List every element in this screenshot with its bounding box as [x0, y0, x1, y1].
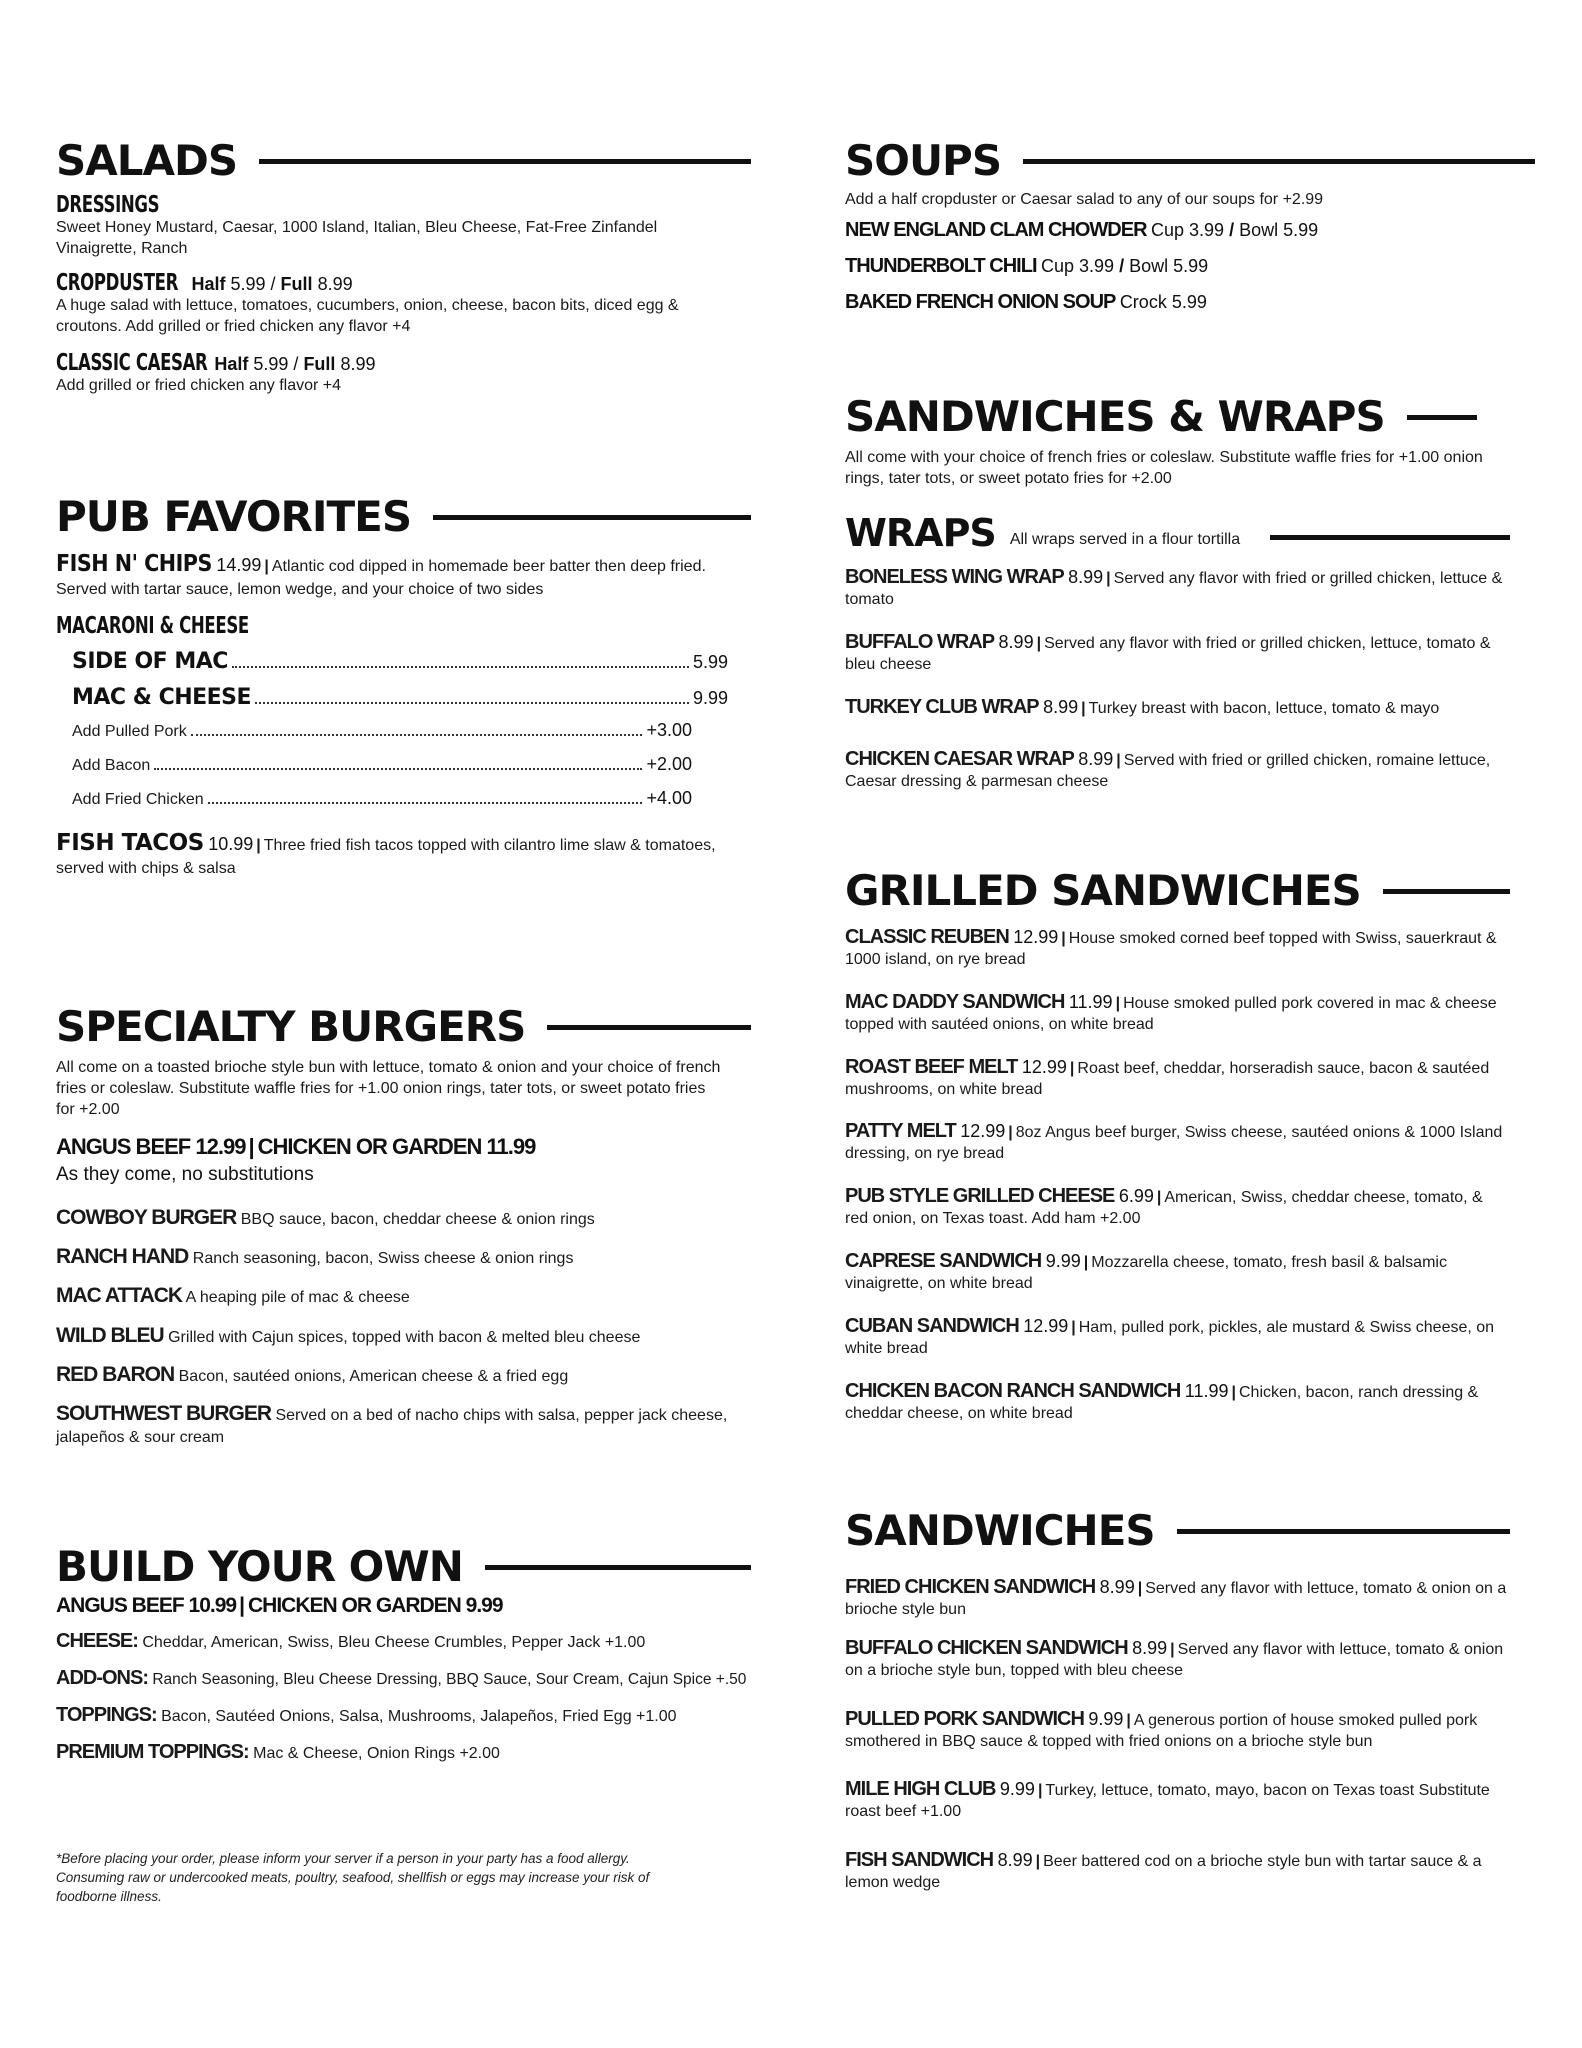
- dressings-label: DRESSINGS: [56, 192, 160, 218]
- section-title: SANDWICHES & WRAPS: [845, 392, 1385, 441]
- pub-favorites-section: [56, 492, 751, 879]
- divider-rule: [433, 515, 751, 520]
- item-description: Atlantic cod dipped in homemade beer batter then deep fried. Served with tartar sauce, lemon wedge, and your choice of two sides: [56, 558, 706, 598]
- divider-rule: [1023, 159, 1535, 164]
- list-item: FRIED CHICKEN SANDWICH 8.99 | Served any flavor with lettuce, tomato & onion on a brioche style bun: [845, 1576, 1507, 1618]
- divider-rule: [1177, 1529, 1510, 1534]
- list-item: PREMIUM TOPPINGS: Mac & Cheese, Onion Rings +2.00: [56, 1741, 500, 1764]
- menu-item: FISH N' CHIPS 14.99 | Atlantic cod dipped in homemade beer batter then deep fried. Served with tartar sauce, lemon wedge, and your choice of two sides: [56, 551, 706, 598]
- divider-rule: [547, 1025, 751, 1030]
- item-name: FISH TACOS: [56, 829, 204, 856]
- divider-rule: [485, 1565, 751, 1570]
- list-item: Add Fried Chicken +4.00: [72, 787, 692, 808]
- soups-section: [845, 136, 1535, 327]
- grilled-header: [845, 866, 1510, 915]
- list-item: BONELESS WING WRAP 8.99 | Served any flavor with fried or grilled chicken, lettuce & tomato: [845, 566, 1503, 608]
- list-item: Add Bacon +2.00: [72, 753, 692, 774]
- list-item: TURKEY CLUB WRAP 8.99 | Turkey breast with bacon, lettuce, tomato & mayo: [845, 695, 1440, 718]
- list-item: ADD-ONS: Ranch Seasoning, Bleu Cheese Dressing, BBQ Sauce, Sour Cream, Cajun Spice +.50: [56, 1667, 747, 1690]
- list-item: BAKED FRENCH ONION SOUP Crock 5.99: [845, 290, 1207, 313]
- item-name: CLASSIC CAESAR: [56, 349, 208, 376]
- menu-item: FISH TACOS 10.99 | Three fried fish tacos topped with cilantro lime slaw & tomatoes, served with chips & salsa: [56, 829, 716, 877]
- dressings-text: Sweet Honey Mustard, Caesar, 1000 Island, Italian, Bleu Cheese, Fat-Free Zinfandel Vinaigrette, Ranch: [56, 219, 658, 257]
- list-item: CUBAN SANDWICH 12.99 | Ham, pulled pork, pickles, ale mustard & Swiss cheese, on white bread: [845, 1314, 1495, 1357]
- list-item: CLASSIC REUBEN 12.99 | House smoked corned beef topped with Swiss, sauerkraut & 1000 island, on rye bread: [845, 926, 1497, 968]
- menu-item: CROPDUSTER Half 5.99 / Full 8.99 A huge salad with lettuce, tomatoes, cucumbers, onion, cheese, bacon bits, diced egg & croutons. Add grilled or fried chicken any flavor +4: [56, 270, 751, 338]
- item-description: Three fried fish tacos topped with cilantro lime slaw & tomatoes, served with chips & salsa: [56, 836, 716, 877]
- list-item: PATTY MELT 12.99 | 8oz Angus beef burger, Swiss cheese, sautéed onions & 1000 Island dressing, on rye bread: [845, 1120, 1503, 1163]
- section-title: SPECIALTY BURGERS: [56, 1002, 526, 1051]
- list-item: ROAST BEEF MELT 12.99 | Roast beef, cheddar, horseradish sauce, bacon & sautéed mushrooms, on white bread: [845, 1055, 1490, 1098]
- list-item: PUB STYLE GRILLED CHEESE 6.99 | American, Swiss, cheddar cheese, tomato, & red onion, on Texas toast. Add ham +2.00: [845, 1185, 1483, 1228]
- list-item: RANCH HAND Ranch seasoning, bacon, Swiss cheese & onion rings: [56, 1245, 574, 1269]
- list-item: BUFFALO CHICKEN SANDWICH 8.99 | Served any flavor with lettuce, tomato & onion on a brioche style bun, topped with bleu cheese: [845, 1636, 1504, 1679]
- list-item: SOUTHWEST BURGER Served on a bed of nacho chips with salsa, pepper jack cheese, jalapeños & sour cream: [56, 1402, 728, 1446]
- section-title: SALADS: [56, 136, 238, 185]
- list-item: SIDE OF MAC 5.99: [72, 648, 728, 674]
- divider-rule: [1407, 415, 1477, 420]
- list-item: CHICKEN CAESAR WRAP 8.99 | Served with fried or grilled chicken, romaine lettuce, Caesar dressing & parmesan cheese: [845, 747, 1491, 790]
- list-item: COWBOY BURGER BBQ sauce, bacon, cheddar cheese & onion rings: [56, 1205, 595, 1229]
- soups-intro: Add a half cropduster or Caesar salad to any of our soups for +2.99: [845, 191, 1324, 208]
- sandwiches-wraps-section: [845, 392, 1535, 490]
- build-your-own-section: [56, 1542, 751, 1776]
- item-name: CROPDUSTER: [56, 269, 179, 296]
- sandwiches-section: [845, 1506, 1510, 1894]
- allergy-disclaimer: *Before placing your order, please inform your server if a person in your party has a food allergy. Consuming raw or undercooked meats, poultry, seafood, shellfish or eggs may increase your risk of foodborne illness.: [56, 1851, 650, 1904]
- mac-label: MACARONI & CHEESE: [56, 612, 249, 639]
- list-item: CAPRESE SANDWICH 9.99 | Mozzarella cheese, tomato, fresh basil & balsamic vinaigrette, on white bread: [845, 1249, 1447, 1292]
- pub-header: [56, 492, 751, 541]
- list-item: TOPPINGS: Bacon, Sautéed Onions, Salsa, Mushrooms, Jalapeños, Fried Egg +1.00: [56, 1704, 677, 1727]
- section-title: BUILD YOUR OWN: [56, 1542, 463, 1591]
- list-item: WILD BLEU Grilled with Cajun spices, topped with bacon & melted bleu cheese: [56, 1323, 641, 1347]
- list-item: THUNDERBOLT CHILI Cup 3.99 / Bowl 5.99: [845, 254, 1209, 277]
- sandwich-list: [845, 1574, 1510, 1894]
- build-header: [56, 1542, 751, 1591]
- specialty-burgers-section: [56, 1002, 751, 1448]
- section-title: SOUPS: [845, 136, 1002, 185]
- section-title: PUB FAVORITES: [56, 492, 412, 541]
- burgers-intro: All come on a toasted brioche style bun with lettuce, tomato & onion and your choice of french fries or coleslaw. Substitute waffle fries for +1.00 onion rings, tater tots, or sweet potato fries for +2.00: [56, 1059, 721, 1118]
- sw-intro: All come with your choice of french fries or coleslaw. Substitute waffle fries for +1.00 onion rings, tater tots, or sweet potato fries for +2.00: [845, 449, 1483, 487]
- salads-section: [56, 136, 751, 397]
- wrap-list: [845, 564, 1510, 792]
- list-item: PULLED PORK SANDWICH 9.99 | A generous portion of house smoked pulled pork smothered in BBQ sauce & topped with fried onions on a brioche style bun: [845, 1707, 1478, 1750]
- wraps-header: [845, 511, 1510, 555]
- mac-list: [72, 649, 728, 821]
- list-item: MAC & CHEESE 9.99: [72, 684, 728, 710]
- build-options: [56, 1628, 751, 1776]
- grilled-sandwiches-section: [845, 866, 1510, 1424]
- item-description: Add grilled or fried chicken any flavor +4: [56, 377, 342, 395]
- item-description: A huge salad with lettuce, tomatoes, cucumbers, onion, cheese, bacon bits, diced egg & croutons. Add grilled or fried chicken any flavor +4: [56, 297, 679, 335]
- item-name: FISH N' CHIPS: [56, 551, 212, 577]
- divider-rule: [259, 159, 751, 164]
- list-item: CHICKEN BACON RANCH SANDWICH 11.99 | Chicken, bacon, ranch dressing & cheddar cheese, on white bread: [845, 1379, 1479, 1422]
- section-title: GRILLED SANDWICHES: [845, 866, 1361, 915]
- list-item: Add Pulled Pork +3.00: [72, 719, 692, 740]
- list-item: MAC DADDY SANDWICH 11.99 | House smoked pulled pork covered in mac & cheese topped with sautéed onions, on white bread: [845, 990, 1497, 1033]
- list-item: BUFFALO WRAP 8.99 | Served any flavor with fried or grilled chicken, lettuce, tomato & bleu cheese: [845, 630, 1491, 673]
- no-substitutions-note: As they come, no substitutions: [56, 1163, 314, 1185]
- list-item: RED BARON Bacon, sautéed onions, American cheese & a fried egg: [56, 1362, 569, 1386]
- section-title: WRAPS: [845, 511, 996, 555]
- list-item: MILE HIGH CLUB 9.99 | Turkey, lettuce, tomato, mayo, bacon on Texas toast Substitute roast beef +1.00: [845, 1778, 1490, 1821]
- burger-prices: ANGUS BEEF 12.99 | CHICKEN OR GARDEN 11.99: [56, 1134, 536, 1160]
- divider-rule: [1270, 535, 1510, 540]
- list-item: MAC ATTACK A heaping pile of mac & cheese: [56, 1284, 410, 1308]
- list-item: CHEESE: Cheddar, American, Swiss, Bleu Cheese Crumbles, Pepper Jack +1.00: [56, 1630, 646, 1653]
- sw-header: [845, 392, 1510, 441]
- soups-header: [845, 136, 1535, 185]
- build-prices: ANGUS BEEF 10.99 | CHICKEN OR GARDEN 9.99: [56, 1594, 503, 1617]
- menu-item: CLASSIC CAESAR Half 5.99 / Full 8.99 Add grilled or fried chicken any flavor +4: [56, 350, 751, 397]
- list-item: NEW ENGLAND CLAM CHOWDER Cup 3.99 / Bowl 5.99: [845, 218, 1319, 241]
- sandwiches-header: [845, 1506, 1510, 1555]
- divider-rule: [1383, 889, 1510, 894]
- section-title: SANDWICHES: [845, 1506, 1155, 1555]
- list-item: FISH SANDWICH 8.99 | Beer battered cod on a brioche style bun with tartar sauce & a lemon wedge: [845, 1849, 1482, 1892]
- grilled-list: [845, 924, 1510, 1424]
- burger-list: [56, 1204, 751, 1449]
- soup-list: [845, 219, 1535, 327]
- wraps-note: All wraps served in a flour tortilla: [1009, 530, 1241, 548]
- salads-header: [56, 136, 751, 185]
- wraps-section: [845, 511, 1510, 792]
- burgers-header: [56, 1002, 751, 1051]
